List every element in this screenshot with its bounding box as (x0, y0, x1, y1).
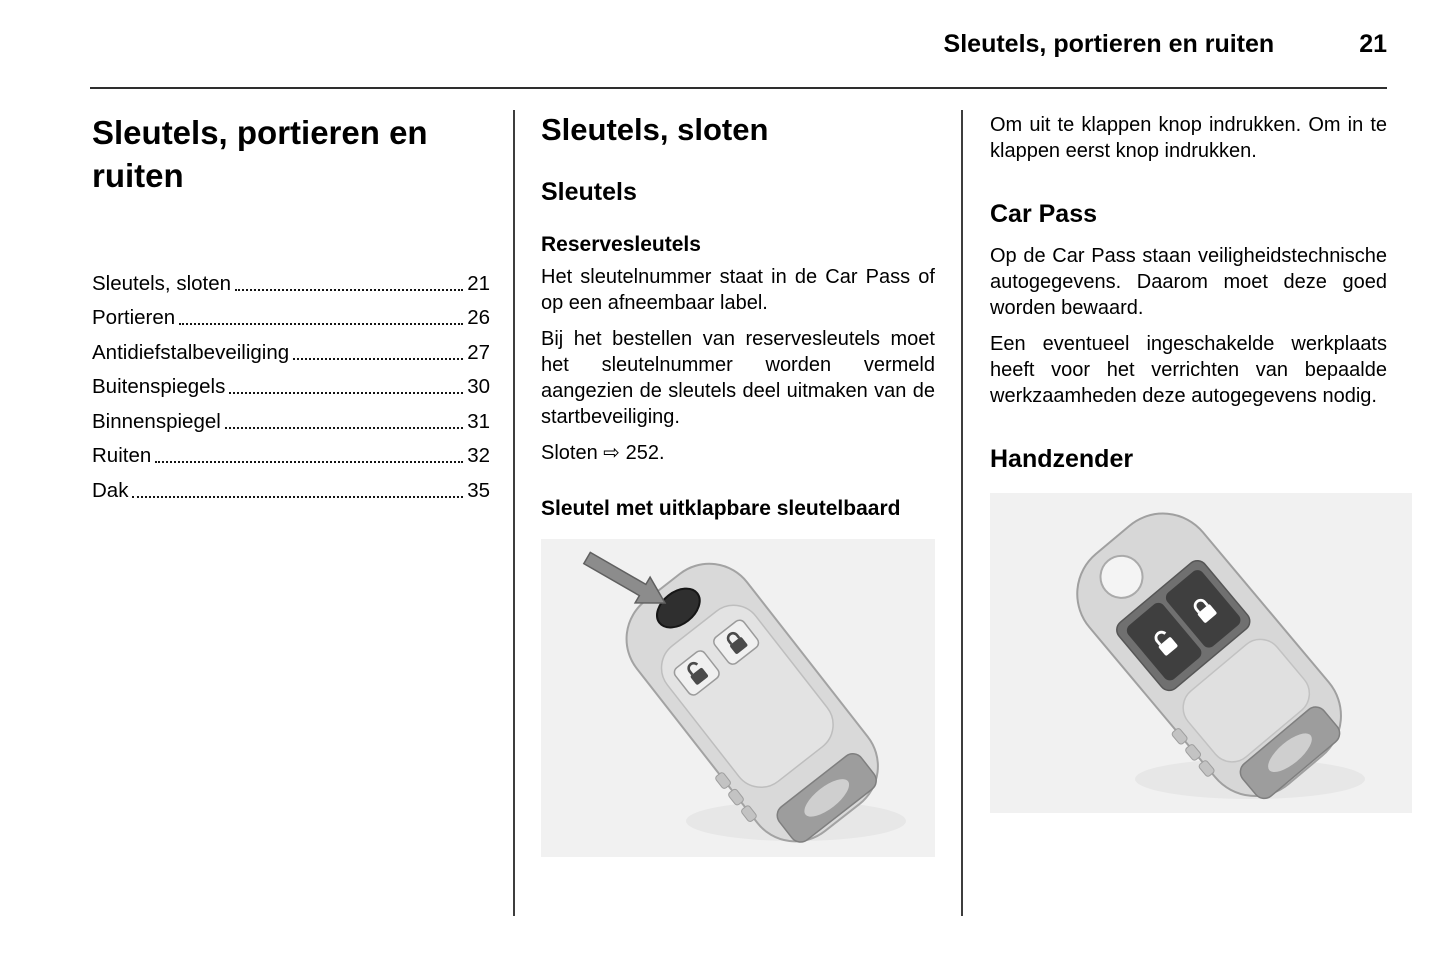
toc-entry-page: 35 (467, 478, 490, 502)
toc-entry-label: Binnenspiegel (92, 409, 221, 433)
paragraph: Een eventueel ingeschakelde werkplaats heeft voor het verrichten van bepaalde werkzaamheden deze autogegevens nodig. (990, 332, 1387, 407)
left-column (92, 112, 490, 503)
header-rule (90, 87, 1387, 89)
column-divider-right (961, 110, 963, 916)
toc-entry-label: Ruiten (92, 444, 152, 468)
toc-entry-label: Dak (92, 478, 129, 502)
toc-leader-dots (179, 323, 463, 325)
handzender-title: Handzender (990, 444, 1134, 473)
topic-title-flip-key: Sleutel met uitklapbare sleutelbaard (541, 496, 901, 520)
toc-entry (92, 306, 490, 330)
right-column (990, 112, 1387, 813)
cross-reference: Sloten ⇨ 252. (541, 441, 665, 464)
toc-leader-dots (229, 392, 463, 394)
running-header-title: Sleutels, portieren en ruiten (943, 30, 1275, 58)
section-title: Sleutels, sloten (541, 112, 769, 147)
toc-entry-page: 31 (467, 409, 490, 433)
flip-key-illustration (541, 539, 935, 857)
page-number: 21 (1359, 30, 1387, 58)
toc-entry-page: 21 (467, 271, 490, 295)
remote-transmitter-figure (990, 493, 1387, 813)
paragraph: Bij het bestellen van reservesleutels moet het sleutelnummer worden vermeld aangezien de sleutels deel uitmaken van de startbeveiliging. (541, 327, 935, 428)
toc-entry (92, 479, 490, 503)
toc-entry-page: 30 (467, 375, 490, 399)
toc-entry-label: Sleutels, sloten (92, 271, 232, 295)
toc-entry (92, 410, 490, 434)
toc-entry-page: 32 (467, 444, 490, 468)
table-of-contents (92, 272, 490, 503)
toc-entry (92, 444, 490, 468)
toc-entry-label: Antidiefstalbeveiliging (92, 340, 290, 364)
chapter-title: Sleutels, portieren en ruiten (92, 114, 428, 194)
paragraph: Om uit te klappen knop indrukken. Om in te klappen eerst knop indrukken. (990, 114, 1387, 162)
toc-leader-dots (293, 358, 463, 360)
toc-leader-dots (225, 427, 463, 429)
toc-leader-dots (132, 496, 463, 498)
toc-entry-page: 26 (467, 306, 490, 330)
middle-column (541, 112, 935, 857)
car-pass-title: Car Pass (990, 200, 1098, 228)
remote-key-illustration (990, 493, 1412, 813)
column-divider-left (513, 110, 515, 916)
toc-leader-dots (235, 289, 463, 291)
paragraph: Het sleutelnummer staat in de Car Pass of op een afneembaar label. (541, 265, 935, 314)
toc-entry-label: Portieren (92, 306, 176, 330)
subsection-title: Sleutels (541, 177, 637, 206)
toc-entry (92, 375, 490, 399)
toc-entry (92, 341, 490, 365)
page-header (944, 30, 1387, 59)
toc-leader-dots (155, 461, 463, 463)
toc-entry (92, 272, 490, 296)
paragraph: Op de Car Pass staan veiligheidstechnische autogegevens. Daarom moet deze goed worden bewaard. (990, 244, 1387, 319)
topic-title-reservesleutels: Reservesleutels (541, 233, 701, 257)
flip-key-figure (541, 539, 935, 857)
toc-entry-page: 27 (467, 340, 490, 364)
toc-entry-label: Buitenspiegels (92, 375, 226, 399)
